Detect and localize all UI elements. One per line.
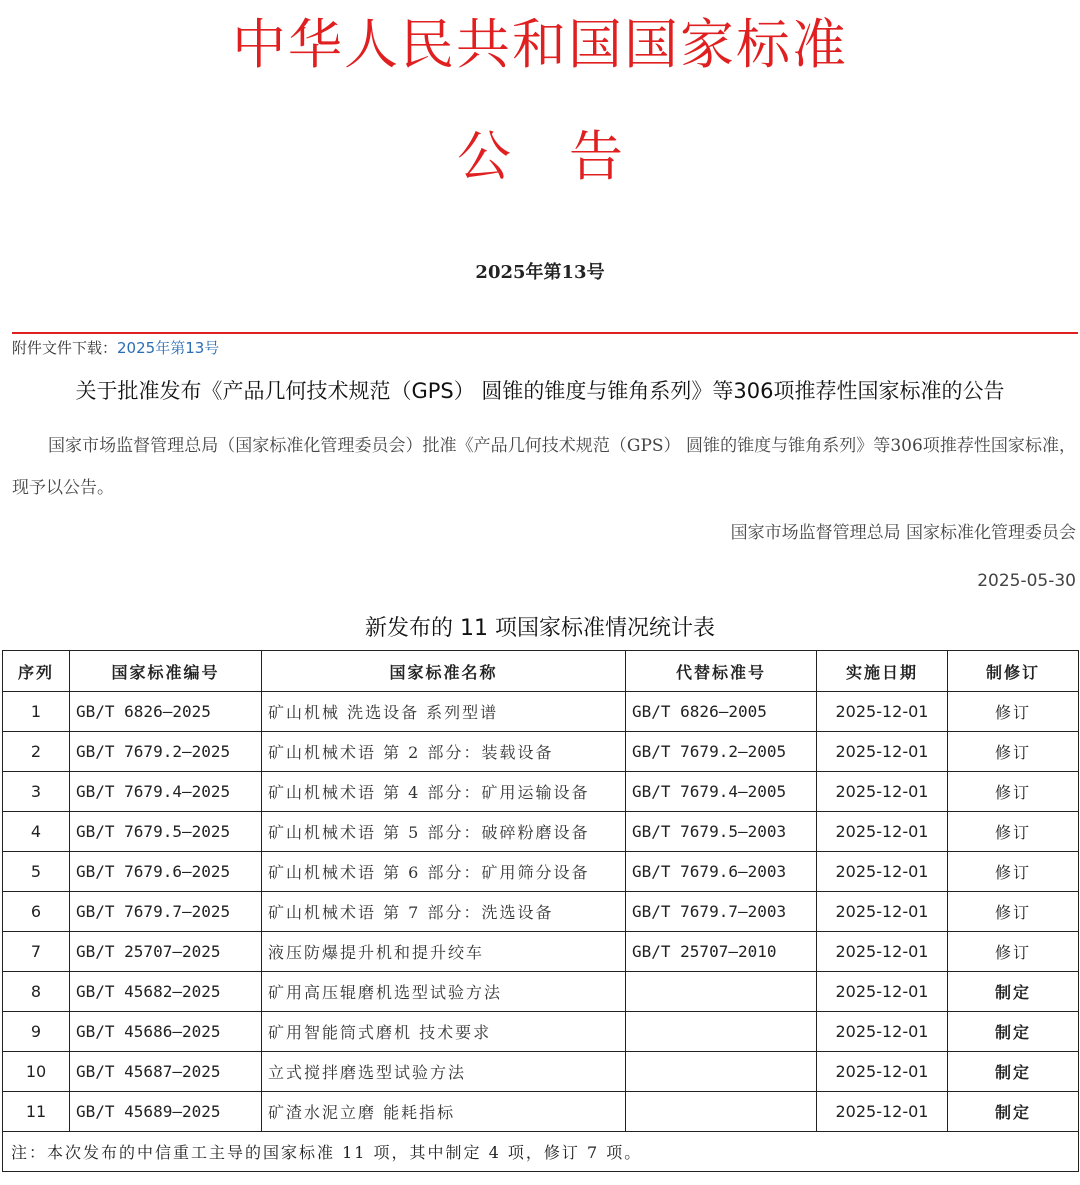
cell-name: 立式搅拌磨选型试验方法: [262, 1052, 626, 1092]
cell-seq: 1: [3, 692, 70, 732]
cell-code: GB/T 45686—2025: [70, 1012, 262, 1052]
cell-type: 修订: [948, 812, 1079, 852]
main-title: 中华人民共和国国家标准: [232, 13, 848, 76]
cell-code: GB/T 25707—2025: [70, 932, 262, 972]
cell-date: 2025-12-01: [817, 732, 948, 772]
cell-date: 2025-12-01: [817, 852, 948, 892]
table-note: 注：本次发布的中信重工主导的国家标准 11 项，其中制定 4 项，修订 7 项。: [3, 1132, 1079, 1172]
announcement-heading: 公告: [457, 125, 681, 188]
cell-type: 制定: [948, 1052, 1079, 1092]
cell-name: 矿山机械术语 第 6 部分：矿用筛分设备: [262, 852, 626, 892]
issuer-signature: 国家市场监督管理总局 国家标准化管理委员会: [730, 523, 1076, 543]
issue-number: 2025年第13号: [475, 262, 605, 283]
cell-seq: 3: [3, 772, 70, 812]
header-date: 实施日期: [817, 651, 948, 692]
table-header-row: [3, 651, 1079, 692]
cell-type: 制定: [948, 1092, 1079, 1132]
cell-seq: 10: [3, 1052, 70, 1092]
cell-replace: GB/T 7679.7—2003: [626, 892, 817, 932]
cell-code: GB/T 7679.4—2025: [70, 772, 262, 812]
cell-date: 2025-12-01: [817, 772, 948, 812]
cell-replace: [626, 1012, 817, 1052]
cell-replace: [626, 1052, 817, 1092]
attachment-row: [12, 337, 219, 358]
cell-code: GB/T 45682—2025: [70, 972, 262, 1012]
cell-code: GB/T 7679.7—2025: [70, 892, 262, 932]
cell-name: 矿山机械 洗选设备 系列型谱: [262, 692, 626, 732]
cell-code: GB/T 7679.2—2025: [70, 732, 262, 772]
cell-code: GB/T 45689—2025: [70, 1092, 262, 1132]
header-replace: 代替标准号: [626, 651, 817, 692]
cell-seq: 11: [3, 1092, 70, 1132]
cell-type: 修订: [948, 932, 1079, 972]
cell-date: 2025-12-01: [817, 972, 948, 1012]
cell-date: 2025-12-01: [817, 1052, 948, 1092]
table-row: [3, 852, 1079, 892]
cell-date: 2025-12-01: [817, 692, 948, 732]
cell-replace: [626, 972, 817, 1012]
cell-type: 制定: [948, 972, 1079, 1012]
header-type: 制修订: [948, 651, 1079, 692]
attachment-download-link[interactable]: 2025年第13号: [117, 339, 220, 357]
cell-date: 2025-12-01: [817, 932, 948, 972]
cell-date: 2025-12-01: [817, 812, 948, 852]
cell-seq: 7: [3, 932, 70, 972]
table-row: [3, 812, 1079, 852]
cell-name: 矿用智能筒式磨机 技术要求: [262, 1012, 626, 1052]
cell-code: GB/T 45687—2025: [70, 1052, 262, 1092]
cell-replace: GB/T 6826—2005: [626, 692, 817, 732]
standards-table: [2, 650, 1079, 1172]
cell-replace: GB/T 7679.6—2003: [626, 852, 817, 892]
table-row: [3, 772, 1079, 812]
issue-date: 2025-05-30: [977, 571, 1076, 591]
announcement-title: 关于批准发布《产品几何技术规范（GPS） 圆锥的锥度与锥角系列》等306项推荐性国家标准的公告: [75, 379, 1005, 403]
table-row: [3, 732, 1079, 772]
cell-date: 2025-12-01: [817, 892, 948, 932]
cell-replace: GB/T 25707—2010: [626, 932, 817, 972]
cell-seq: 8: [3, 972, 70, 1012]
header-seq: 序列: [3, 651, 70, 692]
cell-seq: 2: [3, 732, 70, 772]
cell-type: 修订: [948, 892, 1079, 932]
cell-type: 修订: [948, 732, 1079, 772]
cell-date: 2025-12-01: [817, 1012, 948, 1052]
cell-date: 2025-12-01: [817, 1092, 948, 1132]
cell-code: GB/T 7679.5—2025: [70, 812, 262, 852]
cell-name: 矿山机械术语 第 2 部分：装载设备: [262, 732, 626, 772]
cell-seq: 9: [3, 1012, 70, 1052]
table-row: [3, 1052, 1079, 1092]
cell-name: 矿渣水泥立磨 能耗指标: [262, 1092, 626, 1132]
cell-replace: GB/T 7679.4—2005: [626, 772, 817, 812]
cell-name: 矿山机械术语 第 4 部分：矿用运输设备: [262, 772, 626, 812]
header-code: 国家标准编号: [70, 651, 262, 692]
cell-type: 修订: [948, 772, 1079, 812]
cell-code: GB/T 6826—2025: [70, 692, 262, 732]
cell-code: GB/T 7679.6—2025: [70, 852, 262, 892]
cell-type: 修订: [948, 692, 1079, 732]
cell-name: 矿山机械术语 第 5 部分：破碎粉磨设备: [262, 812, 626, 852]
cell-name: 液压防爆提升机和提升绞车: [262, 932, 626, 972]
cell-name: 矿山机械术语 第 7 部分：洗选设备: [262, 892, 626, 932]
cell-name: 矿用高压辊磨机选型试验方法: [262, 972, 626, 1012]
table-row: [3, 972, 1079, 1012]
table-row: [3, 932, 1079, 972]
cell-type: 制定: [948, 1012, 1079, 1052]
cell-replace: GB/T 7679.2—2005: [626, 732, 817, 772]
cell-replace: [626, 1092, 817, 1132]
cell-replace: GB/T 7679.5—2003: [626, 812, 817, 852]
table-caption: 新发布的 11 项国家标准情况统计表: [365, 616, 715, 641]
red-divider: [12, 332, 1078, 334]
cell-seq: 5: [3, 852, 70, 892]
announcement-body: 国家市场监督管理总局（国家标准化管理委员会）批准《产品几何技术规范（GPS） 圆锥的锥度与锥角系列》等306项推荐性国家标准，现予以公告。: [12, 436, 1076, 498]
table-row: [3, 892, 1079, 932]
table-row: [3, 1012, 1079, 1052]
header-name: 国家标准名称: [262, 651, 626, 692]
table-row: [3, 1092, 1079, 1132]
table-row: [3, 692, 1079, 732]
cell-seq: 6: [3, 892, 70, 932]
attachment-label: 附件文件下载：: [12, 339, 118, 357]
cell-seq: 4: [3, 812, 70, 852]
table-note-row: [3, 1132, 1079, 1172]
cell-type: 修订: [948, 852, 1079, 892]
